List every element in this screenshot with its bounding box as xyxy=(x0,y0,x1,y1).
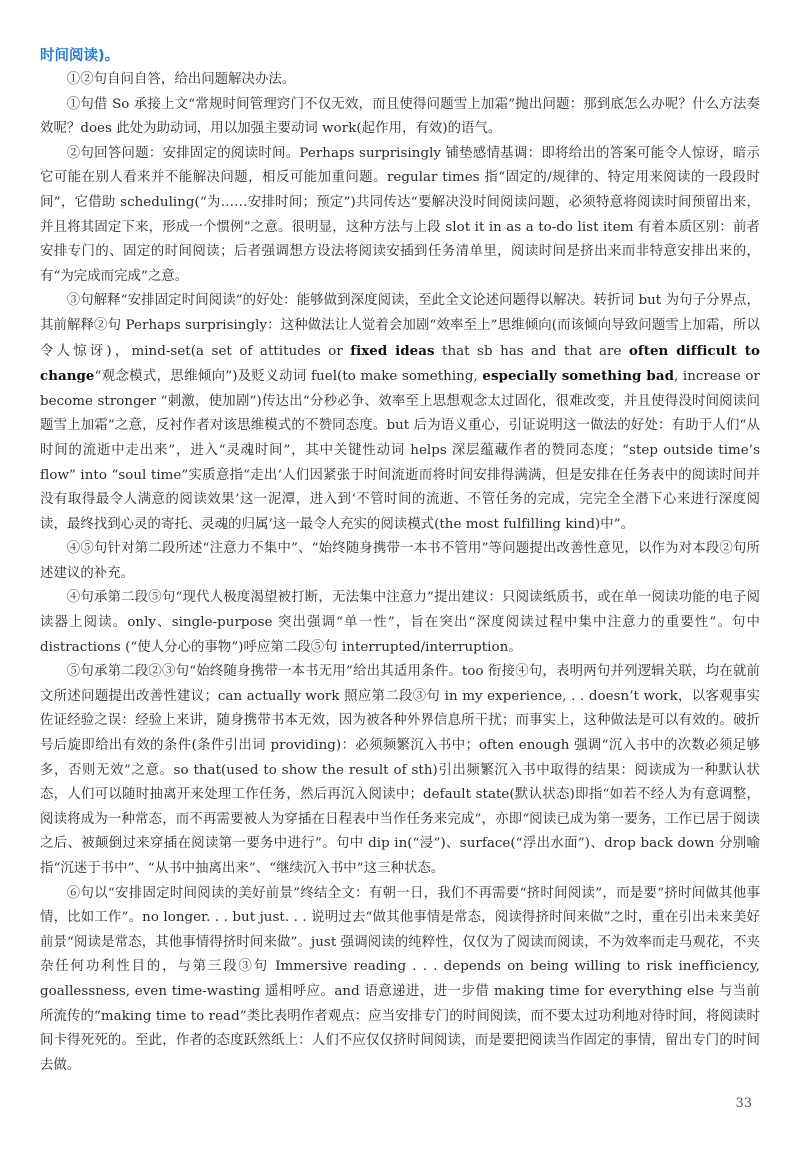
paragraph-4 xyxy=(40,289,760,537)
paragraph-6: ④句承第二段⑤句“现代人极度渴望被打断，无法集中注意力”提出建议：只阅读纸质书，或在单一阅读功能的电子阅读器上阅读。only、single-purpose 突出强调“单一性”，旨在突出“深度阅读过程中集中注意力的重要性”。句中 distractions (“使人分心的事物”)呼应第二段⑤句 interrupted/interruption。 xyxy=(40,590,760,655)
paragraph-4-text-4: , increase or become stronger “刺激，使加剧”)传达出“分秒必争、效率至上思想观念太过固化，很难改变，并且使得没时间阅读问题雪上加霜”之意，反衬作者对该思维模式的不赞同态度。but 后为语义重心，引证说明这一做法的好处：有助于人们“从时间的流逝中走出来”，进入“灵魂时间”，其中关键性动词 helps 深层蕴藏作者的赞同态度；“step outside time’s flow” into “soul time”实质意指“走出‘人们因紧张于时间流逝而将时间安排得满满，但是安排在任务表中的阅读时间并没有取得最令人满意的阅读效果’这一泥潭，进入到‘不管时间的流逝、不管任务的完成，完完全全潜下心来进行深度阅读，最终找到心灵的寄托、灵魂的归属’这一最令人充实的阅读模式(the most fulfilling kind)中”。 xyxy=(40,369,760,532)
bold-term-fixed-ideas: fixed ideas xyxy=(350,342,435,359)
paragraph-5: ④⑤句针对第二段所述“注意力不集中”、“始终随身携带一本书不管用”等问题提出改善性意见，以作为对本段②句所述建议的补充。 xyxy=(40,541,760,581)
page-content xyxy=(40,44,760,1078)
paragraph-4-text-1: ③句解释“安排固定时间阅读”的好处：能够做到深度阅读，至此全文论述问题得以解决。转折词 but 为句子分界点，其前解释②句 Perhaps surprisingly：这种做法让人觉着会加剧“效率至上”思维倾向(而该倾向导致问题雪上加霜，所以令人惊讶)，mind-set(a set of attitudes or xyxy=(40,293,760,359)
paragraph-8: ⑥句以“安排固定时间阅读的美好前景”终结全文：有朝一日，我们不再需要“挤时间阅读”，而是要“挤时间做其他事情，比如工作”。no longer. . . but just. . . 说明过去“做其他事情是常态，阅读得挤时间来做”之时，重在引出未来美好前景“阅读是常态，其他事情得挤时间来做”。just 强调阅读的纯粹性，仅仅为了阅读而阅读，不为效率而走马观花，不夹杂任何功利性目的，与第三段③句 Immersive reading . . . depends on being willing to risk inefficiency, goallessness, even time-wasting 遥相呼应。and 语意递进，进一步借 making time for everything else 与当前所流传的“making time to read”类比表明作者观点：应当安排专门的时间阅读，而不要太过功利地对待时间，将阅读时间卡得死死的。至此，作者的态度跃然纸上：人们不应仅仅挤时间阅读，而是要把阅读当作固定的事情，留出专门的时间去做。 xyxy=(40,885,760,1073)
paragraph-7: ⑤句承第二段②③句“始终随身携带一本书无用”给出其适用条件。too 衔接④句，表明两句并列逻辑关联，均在就前文所述问题提出改善性建议；can actually work 照应第二段③句 in my experience, . . doesn’t work，以客观事实佐证经验之误：经验上来讲，随身携带书本无效，因为被各种外界信息所干扰；而事实上，这种做法是可以有效的。破折号后旋即给出有效的条件(条件引出词 providing)：必须频繁沉入书中；often enough 强调“沉入书中的次数必须足够多，否则无效”之意。so that(used to show the result of sth)引出频繁沉入书中取得的结果：阅读成为一种默认状态，人们可以随时抽离开来处理工作任务，然后再沉入阅读中；default state(默认状态)即指“如若不经人为有意调整，阅读将成为一种常态，而不再需要被人为穿插在日程表中当作任务来完成”，亦即“阅读已成为第一要务，工作已居于阅读之后、被颠倒过来穿插在阅读第一要务中进行”。句中 dip in(“浸”)、surface(“浮出水面”)、drop back down 分别喻指“沉迷于书中”、“从书中抽离出来”、“继续沉入书中”这三种状态。 xyxy=(40,664,760,876)
bold-term-often-difficult: often difficult to change xyxy=(40,342,760,385)
section-heading: 时间阅读)。 xyxy=(40,48,120,64)
paragraph-3: ②句回答问题：安排固定的阅读时间。Perhaps surprisingly 铺垫感情基调：即将给出的答案可能令人惊讶，暗示它可能在别人看来并不能解决问题，相反可能加重问题。regular times 指“固定的/规律的、特定用来阅读的一段段时间”，它借助 scheduling(“为……安排时间；预定”)共同传达“要解决没时间阅读问题，必须特意将阅读时间预留出来，并且将其固定下来，形成一个惯例”之意。很明显，这种方法与上段 slot it in as a to-do list item 有着本质区别：前者安排专门的、固定的时间阅读；后者强调想方设法将阅读安插到任务清单里，阅读时间是挤出来而非特意安排出来的，有“为完成而完成”之意。 xyxy=(40,145,760,284)
paragraph-4-text-3: “观念模式，思维倾向”)及贬义动词 fuel(to make something, xyxy=(94,369,483,385)
bold-term-especially: especially something bad xyxy=(482,368,674,385)
paragraph-4-text-2: that sb has and that are xyxy=(434,343,629,359)
paragraph-2: ①句借 So 承接上文“常规时间管理窍门不仅无效，而且使得问题雪上加霜”抛出问题：那到底怎么办呢？什么方法奏效呢？does 此处为助动词，用以加强主要动词 work(起作用，有效)的语气。 xyxy=(40,96,760,137)
paragraph-1: ①②句自问自答，给出问题解决办法。 xyxy=(66,72,296,87)
page-number: 33 xyxy=(735,1096,752,1111)
